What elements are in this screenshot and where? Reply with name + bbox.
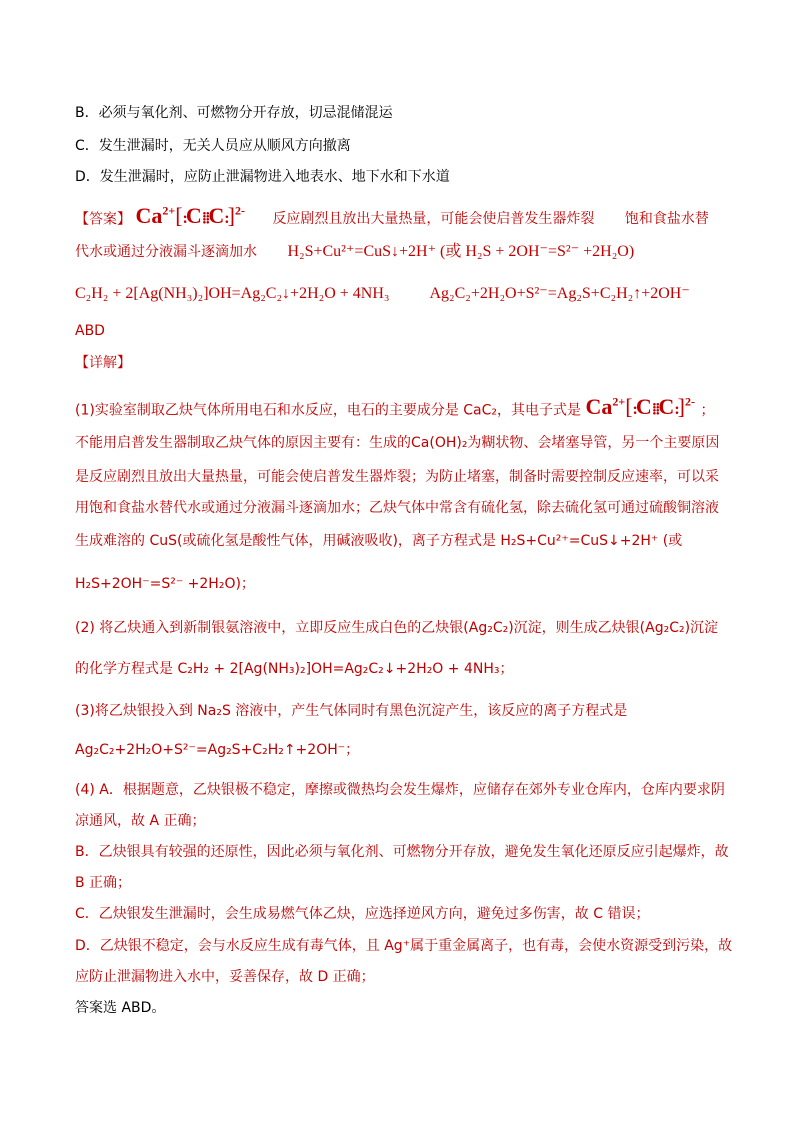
detail-p6: C．乙炔银发生泄漏时，会生成易燃气体乙炔，应选择逆风方向，避免过多伤害，故 C 错误； <box>75 906 650 922</box>
answer-line-3 <box>75 284 690 304</box>
cation-charge: 2+ <box>612 395 626 409</box>
detail-p3-l1: (3)将乙炔银投入到 Na₂S 溶液中，产生气体同时有黑色沉淀产生，该反应的离子方程式是 <box>75 703 628 719</box>
answer-eq3: Ag₂C₂+2H₂O+S²⁻=Ag₂S+C₂H₂↑+2OH⁻ <box>429 285 690 302</box>
detail-p2-l2: 的化学方程式是 C₂H₂ + 2[Ag(NH₃)₂]OH=Ag₂C₂↓+2H₂O + 4NH₃； <box>75 661 514 677</box>
detail-p1-l2: 不能用启普发生器制取乙炔气体的原因主要有：生成的Ca(OH)₂为糊状物、会堵塞导管，另一个主要原因 <box>75 435 720 451</box>
detail-p4-l2: 凉通风，故 A 正确； <box>75 813 206 829</box>
answer-line-1 <box>75 201 709 229</box>
detail-p1-l1: (1)实验室制取乙炔气体所用电石和水反应，电石的主要成分是 CaC₂，其电子式是 $Ca^{2+}[:C⁞⁞C:]^{2-}$ ； <box>75 394 715 420</box>
option-c: C．发生泄漏时，无关人员应从顺风方向撤离 <box>75 138 351 154</box>
detail-p7-l1: D．乙炔银不稳定，会与水反应生成有毒气体，且 Ag⁺属于重金属离子，也有毒，会使水资源受到污染，故 <box>75 938 733 954</box>
detail-tag: 【详解】 <box>75 355 131 371</box>
cation-symbol: Ca <box>585 394 613 420</box>
detail-p5-l2: B 正确； <box>75 875 132 891</box>
detail-p1-l5: 生成难溶的 CuS(或硫化氢是酸性气体，用碱液吸收)，离子方程式是 H₂S+Cu²⁺=CuS↓+2H⁺ (或 <box>75 533 683 549</box>
answer-eq1: H₂S+Cu²⁺=CuS↓+2H⁺ (或 H₂S + 2OH⁻=S²⁻ +2H₂O) <box>287 243 635 260</box>
answer-sub-water: 饱和食盐水替 <box>624 211 709 228</box>
cation-symbol: Ca <box>135 203 163 229</box>
anion-atom-1: C <box>185 203 202 229</box>
electron-formula-2: $Ca^{2+}[:C⁞⁞C:]^{2-}$ <box>585 394 695 420</box>
anion-atom-2: C <box>208 203 225 229</box>
anion-charge: 2- <box>234 204 245 218</box>
detail-p5-l1: B．乙炔银具有较强的还原性，因此必须与氧化剂、可燃物分开存放，避免发生氧化还原反应引起爆炸，故 <box>75 844 729 860</box>
cation-charge: 2+ <box>162 204 176 218</box>
answer-eq2: C₂H₂ + 2[Ag(NH₃)₂]OH=Ag₂C₂↓+2H₂O + 4NH₃ <box>75 285 390 302</box>
answer-reason: 反应剧烈且放出大量热量，可能会使启普发生器炸裂 <box>272 211 595 228</box>
detail-p1-l1-text: (1)实验室制取乙炔气体所用电石和水反应，电石的主要成分是 CaC₂，其电子式是 <box>75 402 582 419</box>
final-answer: 答案选 ABD。 <box>75 1000 166 1016</box>
detail-p7-l2: 应防止泄漏物进入水中，妥善保存，故 D 正确； <box>75 969 375 985</box>
detail-p4-l1: (4) A．根据题意，乙炔银极不稳定，摩擦或微热均会发生爆炸，应储存在郊外专业仓库内，仓库内要求阴 <box>75 782 725 798</box>
answer-line2-text: 代水或通过分液漏斗逐滴加水 <box>75 244 257 260</box>
anion-charge: 2- <box>684 395 695 409</box>
option-d: D．发生泄漏时，应防止泄漏物进入地表水、地下水和下水道 <box>75 169 450 185</box>
anion-atom-1: C <box>635 394 652 420</box>
detail-p1-l3: 是反应剧烈且放出大量热量，可能会使启普发生器炸裂；为防止堵塞，制备时需要控制反应速率，可以采 <box>75 469 719 485</box>
detail-p1-l4: 用饱和食盐水替代水或通过分液漏斗逐滴加水；乙炔气体中常含有硫化氢，除去硫化氢可通过硫酸铜溶液 <box>75 500 719 516</box>
detail-p3-l2: Ag₂C₂+2H₂O+S²⁻=Ag₂S+C₂H₂↑+2OH⁻； <box>75 742 360 758</box>
anion-atom-2: C <box>658 394 675 420</box>
answer-line-2 <box>75 242 634 262</box>
answer-tag: 【答案】 <box>75 211 131 228</box>
electron-formula: $Ca^{2+}[:C⁞⁞C:]^{2-}$ <box>135 203 245 229</box>
detail-p1-l6: H₂S+2OH⁻=S²⁻ +2H₂O)； <box>75 576 255 592</box>
answer-abd: ABD <box>75 323 105 339</box>
detail-p2-l1: (2) 将乙炔通入到新制银氨溶液中，立即反应生成白色的乙炔银(Ag₂C₂)沉淀，则生成乙炔银(Ag₂C₂)沉淀 <box>75 620 719 636</box>
option-b: B．必须与氧化剂、可燃物分开存放，切忌混储混运 <box>75 105 393 121</box>
